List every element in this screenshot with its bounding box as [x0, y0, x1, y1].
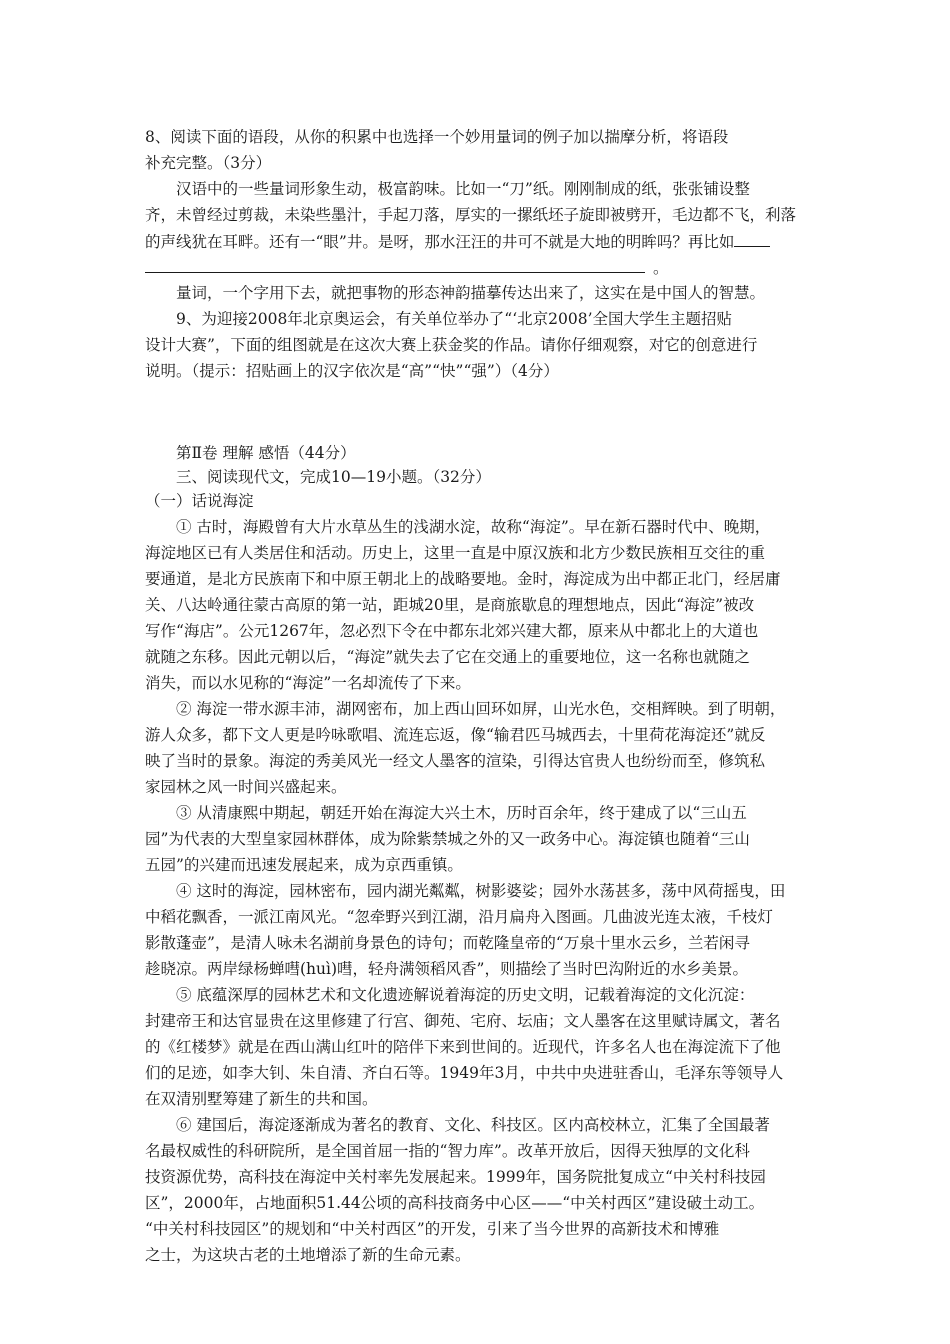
q8-passage-line2: 齐，未曾经过剪裁，未染些墨汁，手起刀落，厚实的一摞纸坯子旋即被劈开，毛边都不飞，利落	[145, 206, 797, 224]
q8-passage-conclusion: 量词，一个字用下去，就把事物的形态神韵描摹传达出来了，这实在是中国人的智慧。	[176, 284, 766, 302]
article-line: 之士，为这块古老的土地增添了新的生命元素。	[145, 1246, 471, 1264]
part3-heading: 三、阅读现代文，完成10—19小题。（32分）	[176, 468, 491, 486]
q8-prompt-line1: 8、阅读下面的语段，从你的积累中也选择一个妙用量词的例子加以揣摩分析，将语段	[145, 128, 729, 146]
article-line: “中关村科技园区”的规划和“中关村西区”的开发，引来了当今世界的高新技术和博雅	[145, 1220, 720, 1238]
article-line: 家园林之风一时间兴盛起来。	[145, 778, 347, 796]
q8-answer-line	[145, 254, 810, 281]
article-line: 技资源优势，高科技在海淀中关村率先发展起来。1999年，国务院批复成立“中关村科技园	[145, 1168, 766, 1186]
section2-title: 第Ⅱ卷 理解 感悟（44分）	[176, 444, 356, 462]
q8-passage-line3-text: 的声线犹在耳畔。还有一“眼”井。是呀，那水汪汪的井可不就是大地的明眸吗？再比如	[145, 233, 735, 251]
article-line: 就随之东移。因此元朝以后，“海淀”就失去了它在交通上的重要地位，这一名称也就随之	[145, 648, 750, 666]
article-line: 在双清别墅筹建了新生的共和国。	[145, 1090, 378, 1108]
q8-passage-line1: 汉语中的一些量词形象生动，极富韵味。比如一“刀”纸。刚刚制成的纸，张张铺设整	[176, 180, 750, 198]
article-line: 趁晓凉。两岸绿杨蝉嘒(huì)嘒，轻舟满领稻风香”，则描绘了当时巴沟附近的水乡美景。	[145, 960, 748, 978]
q8-answer-blank[interactable]	[145, 254, 645, 273]
article-line: 关、八达岭通往蒙古高原的第一站，距城20里，是商旅歇息的理想地点，因此“海淀”被改	[145, 596, 755, 614]
q9-prompt-line2: 设计大赛”，下面的组图就是在这次大赛上获金奖的作品。请你仔细观察，对它的创意进行	[145, 336, 758, 354]
q8-prompt-line2: 补充完整。（3分）	[145, 154, 272, 172]
article-line: 区”，2000年，占地面积51.44公顷的高科技商务中心区——“中关村西区”建设破土动工。	[145, 1194, 765, 1212]
article-line: 五园”的兴建而迅速发展起来，成为京西重镇。	[145, 856, 463, 874]
article-line: 写作“海店”。公元1267年，忽必烈下令在中都东北郊兴建大都，原来从中都北上的大道也	[145, 622, 759, 640]
q8-answer-line-period: 。	[653, 259, 669, 277]
article-title: （一）话说海淀	[145, 492, 254, 510]
article-line: 映了当时的景象。海淀的秀美风光一经文人墨客的渲染，引得达官贵人也纷纷而至，修筑私	[145, 752, 766, 770]
article-line: 名最权威性的科研院所，是全国首屈一指的“智力库”。改革开放后，因得天独厚的文化科	[145, 1142, 750, 1160]
article-line: 封建帝王和达官显贵在这里修建了行宫、御苑、宅府、坛庙；文人墨客在这里赋诗属文，著名	[145, 1012, 781, 1030]
article-line: 消失，而以水见称的“海淀”一名却流传了下来。	[145, 674, 471, 692]
article-line: ③ 从清康熙中期起，朝廷开始在海淀大兴土木，历时百余年，终于建成了以“三山五	[176, 804, 747, 822]
article-line: 园”为代表的大型皇家园林群体，成为除紫禁城之外的又一政务中心。海淀镇也随着“三山	[145, 830, 750, 848]
q9-prompt-line3: 说明。（提示：招贴画上的汉字依次是“高”“快”“强”）（4分）	[145, 362, 559, 380]
article-line: 的《红楼梦》就是在西山满山红叶的陪伴下来到世间的。近现代，许多名人也在海淀流下了他	[145, 1038, 781, 1056]
article-line: ④ 这时的海淀，园林密布，园内湖光粼粼，树影婆娑；园外水荡甚多，荡中风荷摇曳，田	[176, 882, 786, 900]
article-line: ⑤ 底蕴深厚的园林艺术和文化遗迹解说着海淀的历史文明，记载着海淀的文化沉淀：	[176, 986, 755, 1004]
q8-passage-line3	[145, 228, 810, 255]
article-line: 游人众多，都下文人更是吟咏歌唱、流连忘返，像“输君匹马城西去，十里荷花海淀还”就反	[145, 726, 766, 744]
article-line: 影散蓬壶”，是清人咏未名湖前身景色的诗句；而乾隆皇帝的“万泉十里水云乡，兰若闲寻	[145, 934, 750, 952]
article-line: 要通道，是北方民族南下和中原王朝北上的战略要地。金时，海淀成为出中都正北门，经居庸	[145, 570, 781, 588]
article-line: ⑥ 建国后，海淀逐渐成为著名的教育、文化、科技区。区内高校林立，汇集了全国最著	[176, 1116, 770, 1134]
article-line: ② 海淀一带水源丰沛，湖网密布，加上西山回环如屏，山光水色，交相辉映。到了明朝，	[176, 700, 786, 718]
q9-prompt-line1: 9、为迎接2008年北京奥运会，有关单位举办了“‘北京2008’全国大学生主题招贴	[176, 310, 733, 328]
q8-answer-blank-start[interactable]	[734, 228, 770, 247]
article-line: 中稻花飘香，一派江南风光。“忽牵野兴到江湖，沿月扁舟入图画。几曲波光连太液，千枝灯	[145, 908, 773, 926]
article-line: ① 古时，海殿曾有大片水草丛生的浅湖水淀，故称“海淀”。早在新石器时代中、晚期，	[176, 518, 771, 536]
article-line: 们的足迹，如李大钊、朱自清、齐白石等。1949年3月，中共中央进驻香山，毛泽东等领导人	[145, 1064, 784, 1082]
article-line: 海淀地区已有人类居住和活动。历史上，这里一直是中原汉族和北方少数民族相互交往的重	[145, 544, 766, 562]
